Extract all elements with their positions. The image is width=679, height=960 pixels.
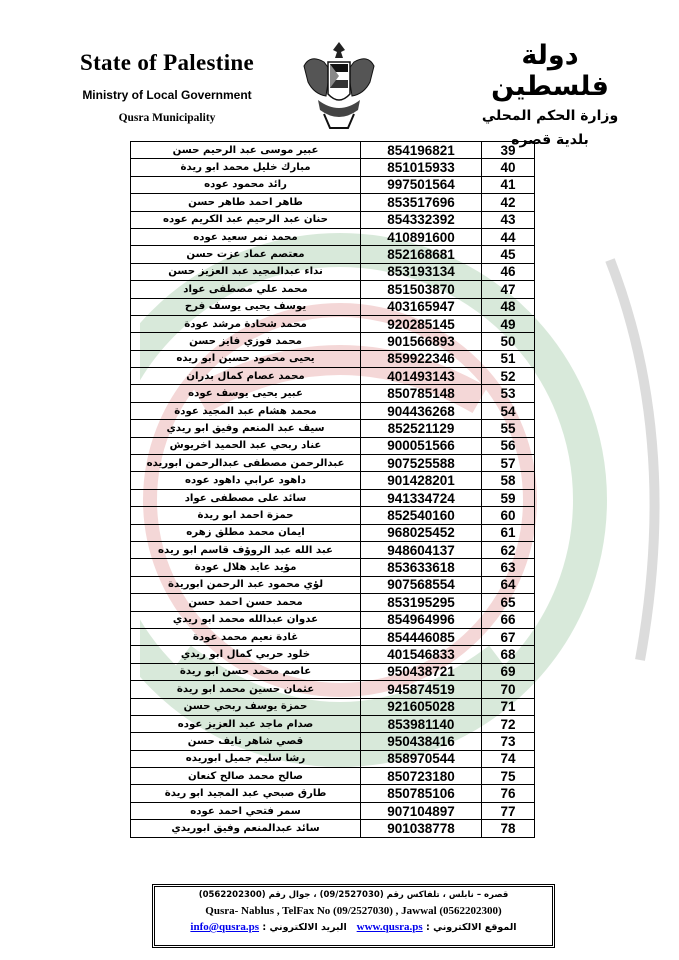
id-number: 907568554 xyxy=(361,576,482,593)
id-number: 853981140 xyxy=(361,715,482,732)
person-name: رشا سليم جميل ابوريده xyxy=(131,750,361,767)
row-number: 48 xyxy=(482,298,535,315)
row-number: 68 xyxy=(482,646,535,663)
table-row xyxy=(131,785,535,802)
table-row xyxy=(131,281,535,298)
table-row xyxy=(131,733,535,750)
footer-box xyxy=(152,884,555,948)
table-row xyxy=(131,159,535,176)
row-number: 73 xyxy=(482,733,535,750)
row-number: 39 xyxy=(482,142,535,159)
table-row xyxy=(131,715,535,732)
person-name: محمد فوزي فايز حسن xyxy=(131,333,361,350)
id-number: 921605028 xyxy=(361,698,482,715)
row-number: 72 xyxy=(482,715,535,732)
row-number: 43 xyxy=(482,211,535,228)
table-row xyxy=(131,698,535,715)
person-name: عبدالرحمن مصطفى عبدالرحمن ابوريده xyxy=(131,455,361,472)
id-number: 401546833 xyxy=(361,646,482,663)
table-row xyxy=(131,437,535,454)
row-number: 78 xyxy=(482,820,535,837)
row-number: 75 xyxy=(482,768,535,785)
row-number: 47 xyxy=(482,281,535,298)
id-number: 852521129 xyxy=(361,420,482,437)
row-number: 50 xyxy=(482,333,535,350)
id-number: 859922346 xyxy=(361,350,482,367)
person-name: محمد نمر سعيد عوده xyxy=(131,228,361,245)
table-row xyxy=(131,820,535,837)
row-number: 41 xyxy=(482,176,535,193)
id-number: 853633618 xyxy=(361,559,482,576)
table-row xyxy=(131,768,535,785)
id-number: 948604137 xyxy=(361,541,482,558)
table-row xyxy=(131,576,535,593)
table-row xyxy=(131,402,535,419)
row-number: 54 xyxy=(482,402,535,419)
id-number: 901566893 xyxy=(361,333,482,350)
row-number: 61 xyxy=(482,524,535,541)
person-name: صالح محمد صالح كنعان xyxy=(131,768,361,785)
id-number: 853517696 xyxy=(361,194,482,211)
person-name: عناد ربحي عبد الحميد اخريوش xyxy=(131,437,361,454)
id-number: 950438416 xyxy=(361,733,482,750)
table-row xyxy=(131,541,535,558)
table-row xyxy=(131,176,535,193)
person-name: سمر فتحي احمد عوده xyxy=(131,802,361,819)
id-number: 950438721 xyxy=(361,663,482,680)
id-number: 907525588 xyxy=(361,455,482,472)
id-number: 853195295 xyxy=(361,594,482,611)
id-number: 851503870 xyxy=(361,281,482,298)
row-number: 77 xyxy=(482,802,535,819)
person-name: مبارك خليل محمد ابو ريدة xyxy=(131,159,361,176)
person-name: عاصم محمد حسن ابو ريدة xyxy=(131,663,361,680)
header-arabic xyxy=(465,40,635,148)
person-name: نداء عبدالمجيد عبد العزيز حسن xyxy=(131,263,361,280)
footer-address-en: Qusra- Nablus , TelFax No (09/2527030) , Jawwal (0562202300) xyxy=(205,905,502,917)
id-number: 851015933 xyxy=(361,159,482,176)
table-row xyxy=(131,368,535,385)
person-name: عبد الله عبد الروؤف قاسم ابو ريده xyxy=(131,541,361,558)
row-number: 62 xyxy=(482,541,535,558)
table-row xyxy=(131,663,535,680)
row-number: 64 xyxy=(482,576,535,593)
person-name: حمزة يوسف ربحي حسن xyxy=(131,698,361,715)
id-number: 968025452 xyxy=(361,524,482,541)
row-number: 60 xyxy=(482,507,535,524)
id-number: 920285145 xyxy=(361,315,482,332)
table-row xyxy=(131,594,535,611)
id-number: 401493143 xyxy=(361,368,482,385)
table-row xyxy=(131,628,535,645)
municipality-title-ar: بلدية قصره xyxy=(511,132,589,148)
person-name: غادة نعيم محمد عودة xyxy=(131,628,361,645)
table-row xyxy=(131,333,535,350)
id-number: 945874519 xyxy=(361,681,482,698)
id-number: 850785106 xyxy=(361,785,482,802)
row-number: 76 xyxy=(482,785,535,802)
person-name: قصي شاهر نايف حسن xyxy=(131,733,361,750)
person-name: عبير يحيى يوسف عوده xyxy=(131,385,361,402)
row-number: 67 xyxy=(482,628,535,645)
person-name: عدوان عبدالله محمد ابو ريدي xyxy=(131,611,361,628)
row-number: 69 xyxy=(482,663,535,680)
row-number: 53 xyxy=(482,385,535,402)
row-number: 63 xyxy=(482,559,535,576)
row-number: 57 xyxy=(482,455,535,472)
id-number: 852168681 xyxy=(361,246,482,263)
email-label: البريد الالكتروني : xyxy=(262,922,347,933)
person-name: عبير موسى عبد الرحيم حسن xyxy=(131,142,361,159)
row-number: 71 xyxy=(482,698,535,715)
table-row xyxy=(131,142,535,159)
id-number: 907104897 xyxy=(361,802,482,819)
email-link[interactable]: info@qusra.ps xyxy=(190,921,260,933)
person-name: سائد عبدالمنعم وفيق ابوريدي xyxy=(131,820,361,837)
id-number: 858970544 xyxy=(361,750,482,767)
table-row xyxy=(131,507,535,524)
id-number: 854332392 xyxy=(361,211,482,228)
id-number: 852540160 xyxy=(361,507,482,524)
table-row xyxy=(131,420,535,437)
person-name: يوسف يحيى يوسف فرح xyxy=(131,298,361,315)
municipality-title-en: Qusra Municipality xyxy=(118,112,216,124)
person-name: رائد محمود عوده xyxy=(131,176,361,193)
table-row xyxy=(131,246,535,263)
person-name: صدام ماجد عبد العزيز عوده xyxy=(131,715,361,732)
table-row xyxy=(131,385,535,402)
id-number: 941334724 xyxy=(361,489,482,506)
state-title-ar: دولة فلسطين xyxy=(491,40,609,102)
table-row xyxy=(131,455,535,472)
row-number: 74 xyxy=(482,750,535,767)
beneficiaries-table xyxy=(130,141,535,838)
person-name: خلود حربي كمال ابو ريدي xyxy=(131,646,361,663)
ministry-title-en: Ministry of Local Government xyxy=(82,88,252,102)
id-number: 854964996 xyxy=(361,611,482,628)
person-name: يحيى محمود حسين ابو ريده xyxy=(131,350,361,367)
row-number: 56 xyxy=(482,437,535,454)
row-number: 40 xyxy=(482,159,535,176)
person-name: طارق صبحي عبد المجيد ابو ريدة xyxy=(131,785,361,802)
row-number: 70 xyxy=(482,681,535,698)
website-link[interactable]: www.qusra.ps xyxy=(356,921,423,933)
person-name: محمد حسن احمد حسن xyxy=(131,594,361,611)
id-number: 854446085 xyxy=(361,628,482,645)
id-number: 997501564 xyxy=(361,176,482,193)
row-number: 65 xyxy=(482,594,535,611)
person-name: معتصم عماد عزت حسن xyxy=(131,246,361,263)
table-row xyxy=(131,524,535,541)
row-number: 45 xyxy=(482,246,535,263)
person-name: حنان عبد الرحيم عبد الكريم عوده xyxy=(131,211,361,228)
table-row xyxy=(131,298,535,315)
person-name: محمد هشام عبد المجيد عودة xyxy=(131,402,361,419)
table-row xyxy=(131,646,535,663)
row-number: 59 xyxy=(482,489,535,506)
person-name: محمد علي مصطفى عواد xyxy=(131,281,361,298)
table-row xyxy=(131,472,535,489)
table-row xyxy=(131,611,535,628)
website-label: الموقع الالكتروني : xyxy=(426,922,517,933)
row-number: 55 xyxy=(482,420,535,437)
table-row xyxy=(131,750,535,767)
id-number: 901428201 xyxy=(361,472,482,489)
id-number: 900051566 xyxy=(361,437,482,454)
row-number: 46 xyxy=(482,263,535,280)
person-name: ايمان محمد مطلق زهره xyxy=(131,524,361,541)
table-row xyxy=(131,681,535,698)
id-number: 904436268 xyxy=(361,402,482,419)
table-row xyxy=(131,489,535,506)
row-number: 66 xyxy=(482,611,535,628)
id-number: 850785148 xyxy=(361,385,482,402)
table-row xyxy=(131,315,535,332)
person-name: محمد عصام كمال بدران xyxy=(131,368,361,385)
row-number: 42 xyxy=(482,194,535,211)
person-name: لؤي محمود عبد الرحمن ابوريدة xyxy=(131,576,361,593)
person-name: طاهر احمد طاهر حسن xyxy=(131,194,361,211)
table-row xyxy=(131,194,535,211)
row-number: 49 xyxy=(482,315,535,332)
person-name: مؤيد عايد هلال عودة xyxy=(131,559,361,576)
header-english xyxy=(62,50,272,124)
row-number: 52 xyxy=(482,368,535,385)
table-row xyxy=(131,350,535,367)
id-number: 901038778 xyxy=(361,820,482,837)
id-number: 854196821 xyxy=(361,142,482,159)
id-number: 853193134 xyxy=(361,263,482,280)
person-name: حمزة احمد ابو ريدة xyxy=(131,507,361,524)
person-name: عثمان حسين محمد ابو ريدة xyxy=(131,681,361,698)
person-name: سائد على مصطفى عواد xyxy=(131,489,361,506)
table-row xyxy=(131,263,535,280)
state-title-en: State of Palestine xyxy=(79,50,255,75)
eagle-emblem-icon xyxy=(300,36,378,132)
table-row xyxy=(131,559,535,576)
table-row xyxy=(131,228,535,245)
row-number: 44 xyxy=(482,228,535,245)
person-name: محمد شحادة مرشد عودة xyxy=(131,315,361,332)
row-number: 58 xyxy=(482,472,535,489)
table-row xyxy=(131,211,535,228)
footer-contacts xyxy=(155,921,552,933)
id-number: 850723180 xyxy=(361,768,482,785)
ministry-title-ar: وزارة الحكم المحلي xyxy=(481,108,619,124)
row-number: 51 xyxy=(482,350,535,367)
footer-address-ar: قصره – نابلس ، تلفاكس رقم (09/2527030) ، جوال رقم (0562202300) xyxy=(198,890,509,900)
table-row xyxy=(131,802,535,819)
person-name: سيف عبد المنعم وفيق ابو ريدي xyxy=(131,420,361,437)
person-name: داهود عرابي داهود عوده xyxy=(131,472,361,489)
id-number: 403165947 xyxy=(361,298,482,315)
id-number: 410891600 xyxy=(361,228,482,245)
